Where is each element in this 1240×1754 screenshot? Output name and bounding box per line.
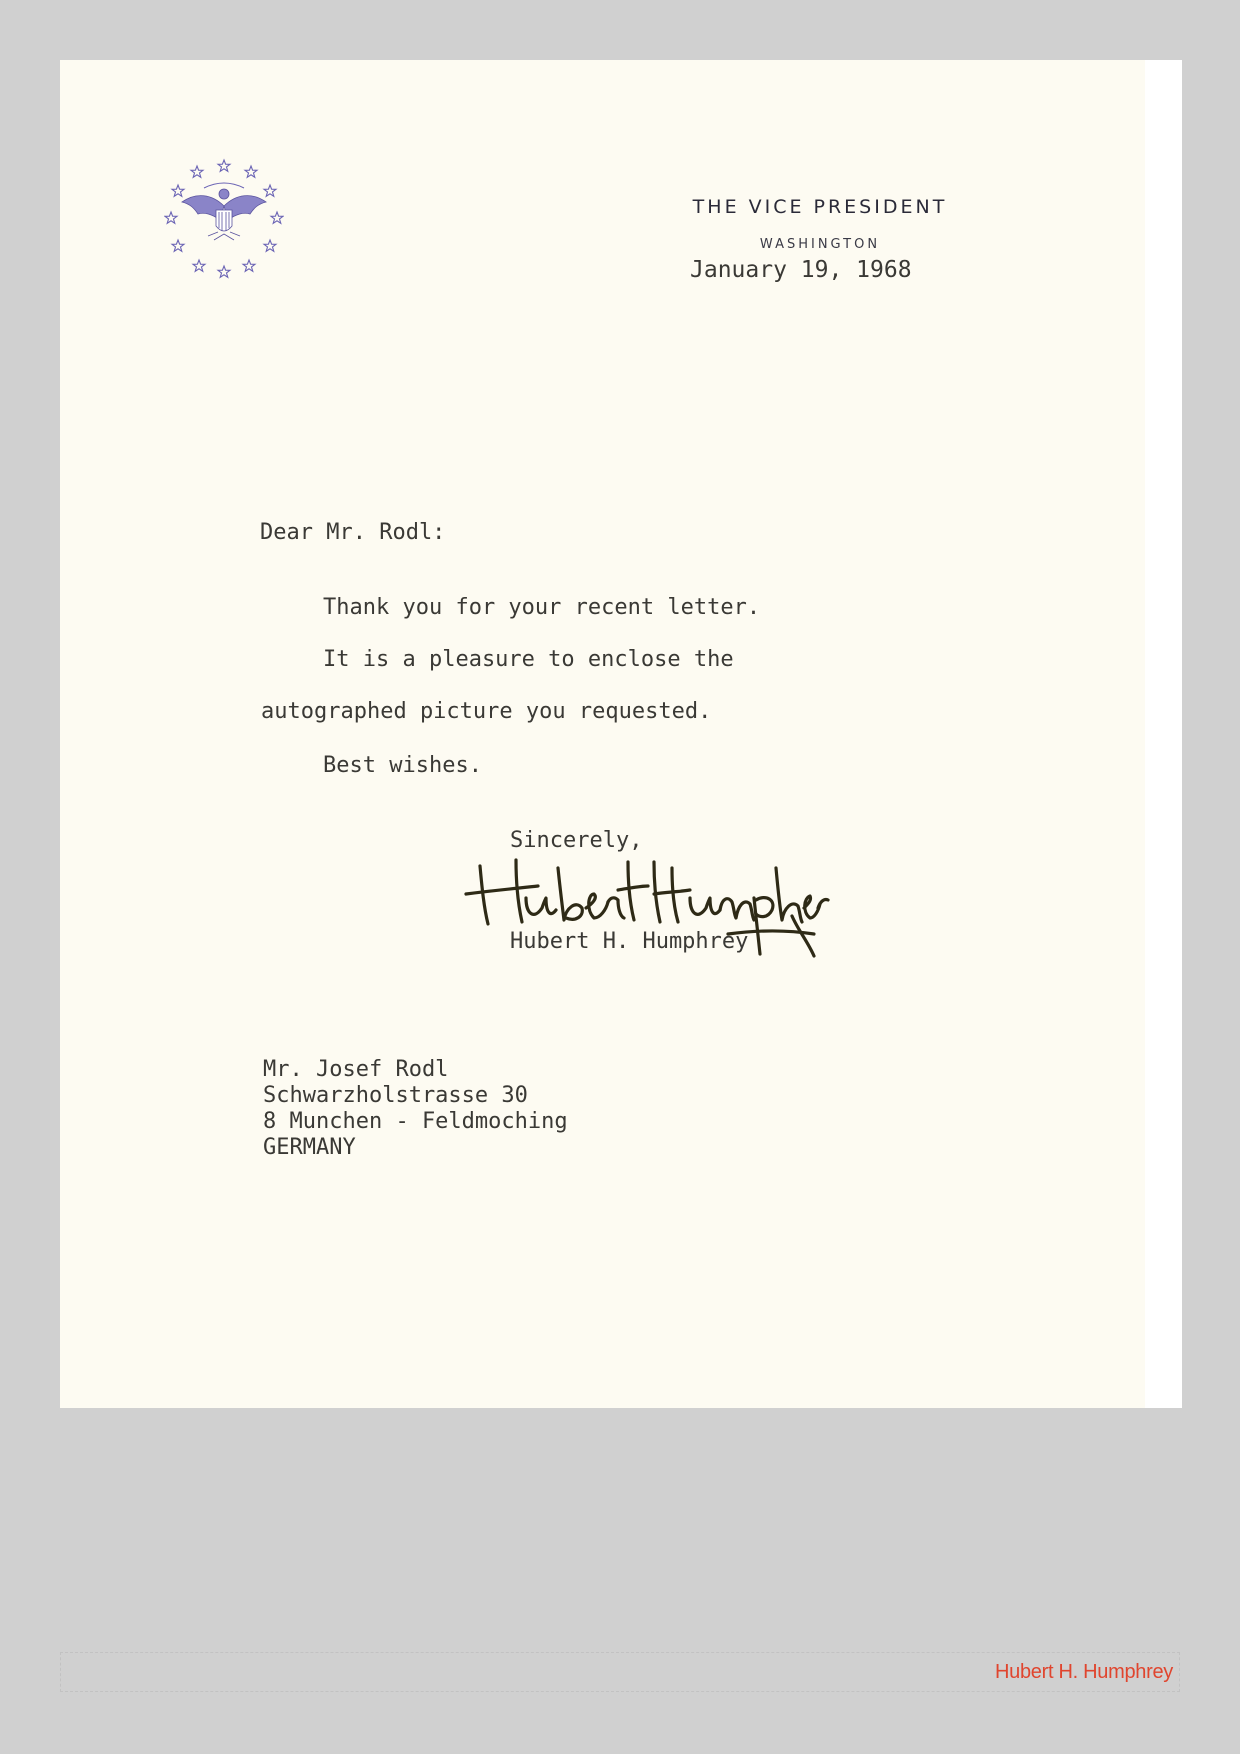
seal-icon bbox=[164, 158, 284, 280]
closing: Sincerely, bbox=[510, 828, 643, 853]
signer-name: Hubert H. Humphrey bbox=[510, 929, 749, 954]
footer-label: Hubert H. Humphrey bbox=[995, 1661, 1173, 1683]
star-icon bbox=[264, 185, 276, 196]
letter-frame bbox=[60, 60, 1182, 1408]
address-line: Schwarzholstrasse 30 bbox=[263, 1083, 528, 1108]
star-icon bbox=[271, 212, 283, 223]
star-icon bbox=[193, 260, 205, 271]
letterhead-title: THE VICE PRESIDENT bbox=[692, 196, 948, 218]
address-line: Mr. Josef Rodl bbox=[263, 1057, 449, 1082]
eagle-icon bbox=[182, 189, 266, 240]
star-icon bbox=[165, 212, 177, 223]
letterhead-city: WASHINGTON bbox=[759, 237, 881, 252]
body-line: It is a pleasure to enclose the bbox=[323, 647, 734, 672]
body-line: autographed picture you requested. bbox=[261, 699, 712, 724]
salutation: Dear Mr. Rodl: bbox=[260, 520, 446, 545]
letter-paper bbox=[60, 60, 1145, 1408]
address-line: 8 Munchen - Feldmoching bbox=[263, 1109, 568, 1134]
star-icon bbox=[172, 240, 184, 251]
star-icon bbox=[264, 240, 276, 251]
letter-date: January 19, 1968 bbox=[690, 257, 912, 283]
star-icon bbox=[191, 166, 203, 177]
star-icon bbox=[172, 185, 184, 196]
body-line: Thank you for your recent letter. bbox=[323, 595, 761, 620]
star-icon bbox=[218, 160, 230, 171]
star-icon bbox=[245, 166, 257, 177]
body-line: Best wishes. bbox=[323, 753, 482, 778]
footer-bar bbox=[60, 1652, 1180, 1692]
star-icon bbox=[218, 266, 230, 277]
star-icon bbox=[243, 260, 255, 271]
address-line: GERMANY bbox=[263, 1135, 356, 1160]
